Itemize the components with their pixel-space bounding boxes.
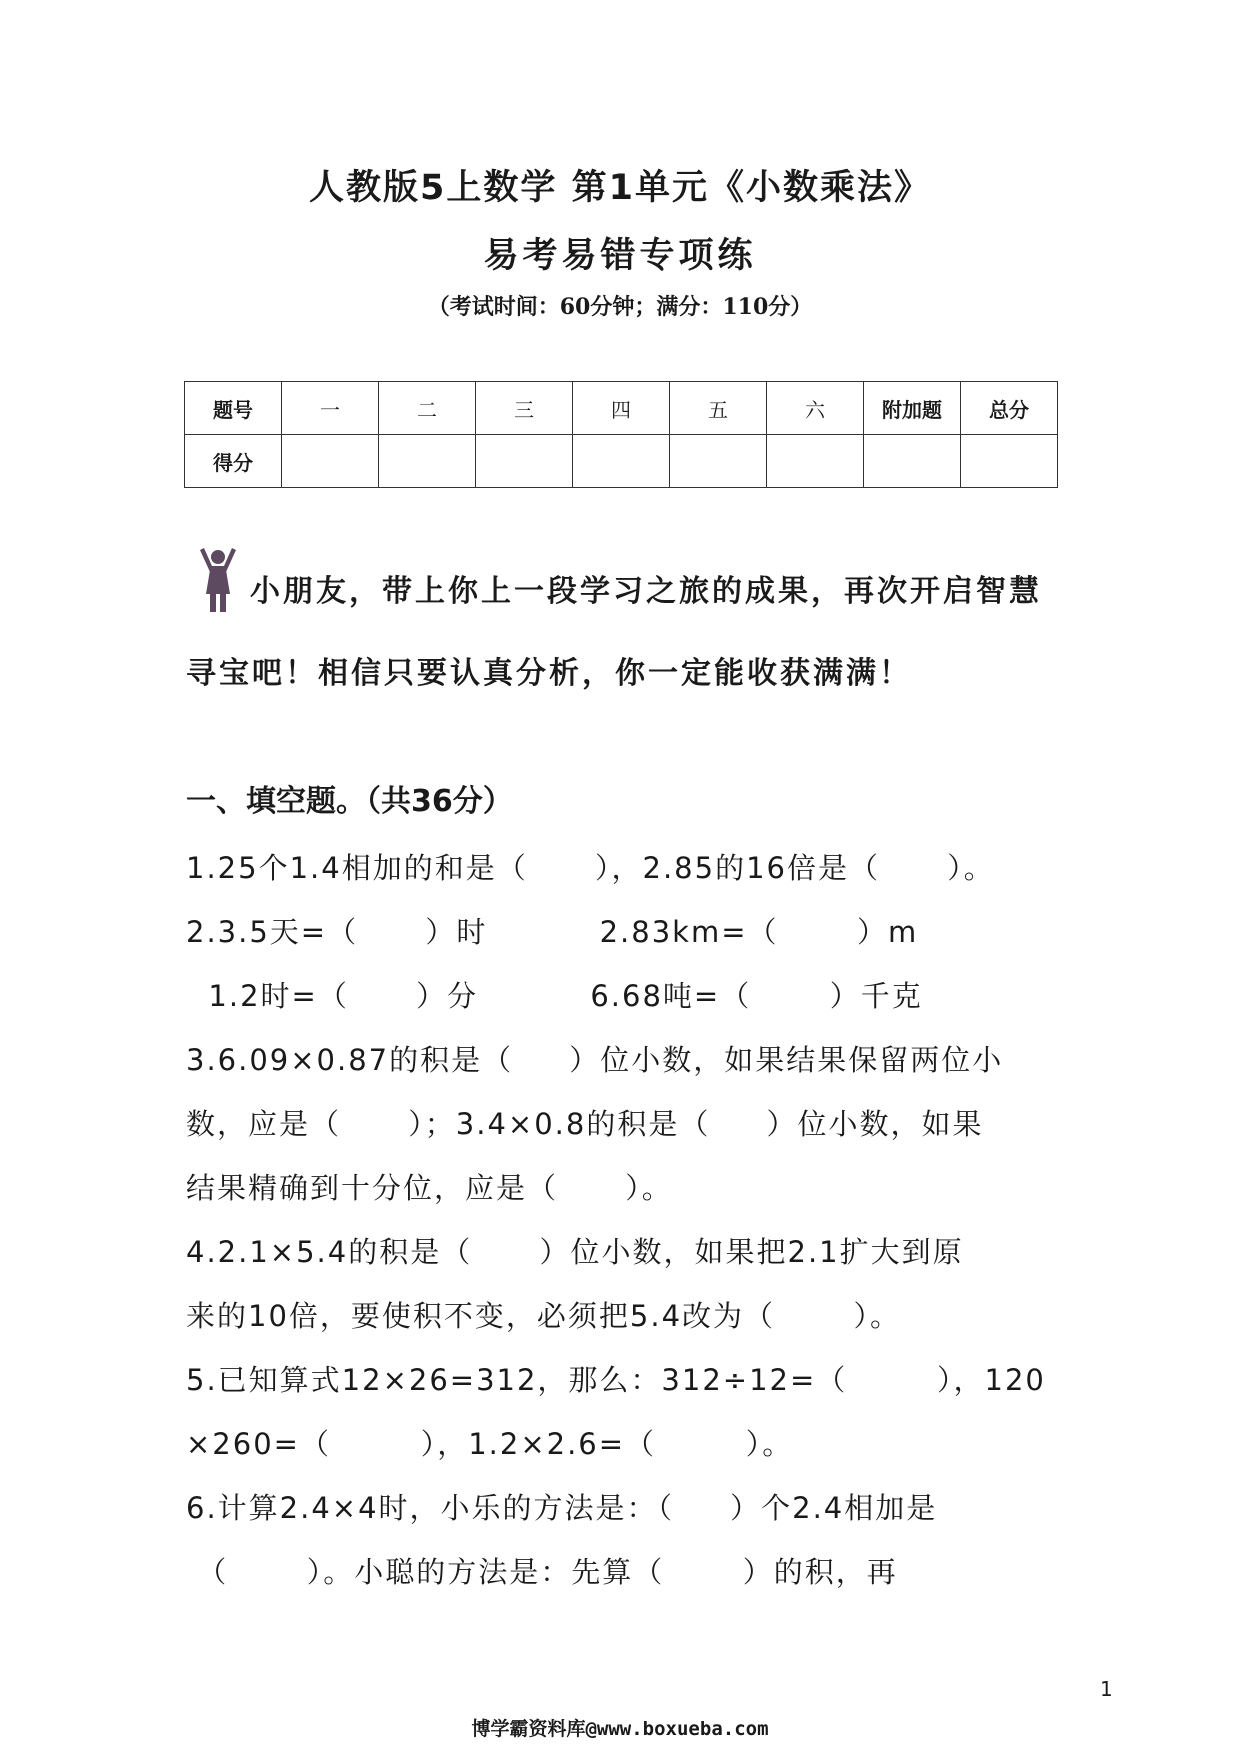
page-title: 人教版5上数学 第1单元《小数乘法》 [309, 168, 931, 208]
footer-watermark: 博学霸资料库@www.boxueba.com [471, 1718, 769, 1740]
score-table-header-row [185, 382, 1058, 435]
header-cell: 五 [670, 382, 767, 435]
score-cell [961, 435, 1058, 488]
header-cell: 题号 [185, 382, 282, 435]
header-cell: 一 [282, 382, 379, 435]
header-cell: 三 [476, 382, 573, 435]
score-cell [767, 435, 864, 488]
score-cell [670, 435, 767, 488]
page-number: 1 [1100, 1677, 1113, 1701]
score-label-cell: 得分 [185, 435, 282, 488]
score-cell [476, 435, 573, 488]
child-cheering-icon [196, 548, 240, 614]
header-cell: 四 [573, 382, 670, 435]
header-cell: 总分 [961, 382, 1058, 435]
question-line: 5.已知算式12×26=312，那么：312÷12=（ ），120 [186, 1363, 1046, 1397]
question-line: 结果精确到十分位，应是（ ）。 [186, 1171, 673, 1205]
score-table-score-row [185, 435, 1058, 488]
intro-line-1: 小朋友，带上你上一段学习之旅的成果，再次开启智慧 [250, 574, 1042, 609]
question-line: ×260=（ ），1.2×2.6=（ ）。 [186, 1427, 794, 1461]
score-cell [864, 435, 961, 488]
question-line: 数，应是（ ）；3.4×0.8的积是（ ）位小数，如果 [186, 1107, 984, 1141]
header-cell: 附加题 [864, 382, 961, 435]
exam-info: （考试时间：60分钟；满分：110分） [427, 294, 813, 320]
header-cell: 六 [767, 382, 864, 435]
header-cell: 二 [379, 382, 476, 435]
section-heading: 一、填空题。（共36分） [186, 784, 513, 819]
question-line: 1.25个1.4相加的和是（ ），2.85的16倍是（ ）。 [186, 851, 995, 885]
page-subtitle: 易考易错专项练 [483, 236, 757, 276]
score-cell [282, 435, 379, 488]
question-line: （ ）。小聪的方法是：先算（ ）的积，再 [186, 1555, 898, 1589]
score-cell [573, 435, 670, 488]
question-line: 1.2时=（ ）分 6.68吨=（ ）千克 [186, 979, 923, 1013]
question-line: 2.3.5天=（ ）时 2.83km=（ ）m [186, 915, 919, 949]
question-line: 6.计算2.4×4时，小乐的方法是：（ ）个2.4相加是 [186, 1491, 938, 1525]
intro-line-2: 寻宝吧！相信只要认真分析，你一定能收获满满！ [186, 656, 912, 691]
question-line: 来的10倍，要使积不变，必须把5.4改为（ ）。 [186, 1299, 902, 1333]
question-line: 3.6.09×0.87的积是（ ）位小数，如果结果保留两位小 [186, 1043, 1004, 1077]
score-table [184, 381, 1058, 488]
question-line: 4.2.1×5.4的积是（ ）位小数，如果把2.1扩大到原 [186, 1235, 964, 1269]
score-cell [379, 435, 476, 488]
